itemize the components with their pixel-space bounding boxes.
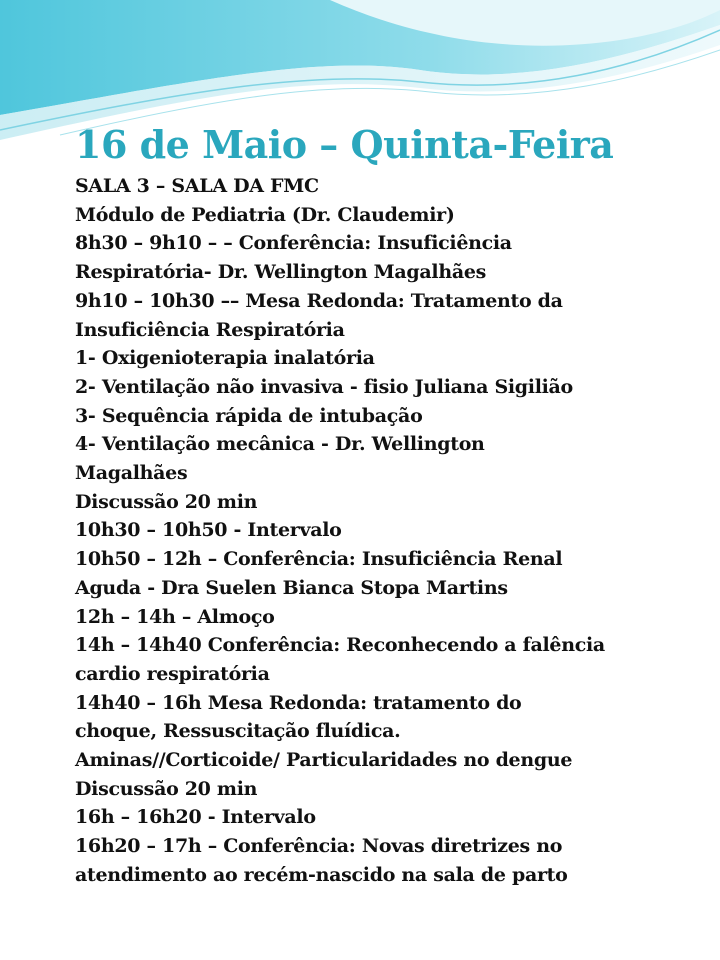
schedule-line: Discussão 20 min bbox=[75, 490, 258, 513]
schedule-line: 4- Ventilação mecânica - Dr. Wellington bbox=[75, 433, 485, 456]
schedule-line: Discussão 20 min bbox=[75, 777, 258, 800]
schedule-line: 14h40 – 16h Mesa Redonda: tratamento do bbox=[75, 691, 522, 714]
schedule-line: cardio respiratória bbox=[75, 662, 270, 685]
schedule-line: Insuficiência Respiratória bbox=[75, 318, 345, 341]
schedule-line: 16h20 – 17h – Conferência: Novas diretrizes no bbox=[75, 835, 563, 858]
schedule-line: 14h – 14h40 Conferência: Reconhecendo a falência bbox=[75, 634, 605, 657]
schedule-line: SALA 3 – SALA DA FMC bbox=[75, 175, 319, 197]
schedule-line: Aguda - Dra Suelen Bianca Stopa Martins bbox=[75, 576, 508, 599]
schedule-list bbox=[75, 172, 705, 890]
schedule-line: 16h – 16h20 - Intervalo bbox=[75, 806, 316, 829]
schedule-line: 10h50 – 12h – Conferência: Insuficiência Renal bbox=[75, 548, 563, 571]
schedule-line: Respiratória- Dr. Wellington Magalhães bbox=[75, 261, 487, 284]
schedule-line: 2- Ventilação não invasiva - fisio Juliana Sigilião bbox=[75, 375, 573, 398]
schedule-line: Magalhães bbox=[75, 462, 188, 485]
page-title: 16 de Maio – Quinta-Feira bbox=[75, 122, 614, 167]
schedule-line: choque, Ressuscitação fluídica. bbox=[75, 720, 401, 743]
schedule-line: 9h10 – 10h30 –– Mesa Redonda: Tratamento da bbox=[75, 289, 563, 312]
schedule-line: 12h – 14h – Almoço bbox=[75, 605, 275, 628]
schedule-line: Módulo de Pediatria (Dr. Claudemir) bbox=[75, 203, 455, 226]
schedule-line: 8h30 – 9h10 – – Conferência: Insuficiência bbox=[75, 232, 512, 255]
schedule-line: 3- Sequência rápida de intubação bbox=[75, 404, 423, 427]
schedule-content bbox=[75, 122, 705, 890]
schedule-line: 10h30 – 10h50 - Intervalo bbox=[75, 519, 342, 542]
schedule-line: Aminas//Corticoide/ Particularidades no dengue bbox=[75, 749, 573, 772]
schedule-line: atendimento ao recém-nascido na sala de parto bbox=[75, 863, 568, 886]
schedule-line: 1- Oxigenioterapia inalatória bbox=[75, 347, 375, 370]
